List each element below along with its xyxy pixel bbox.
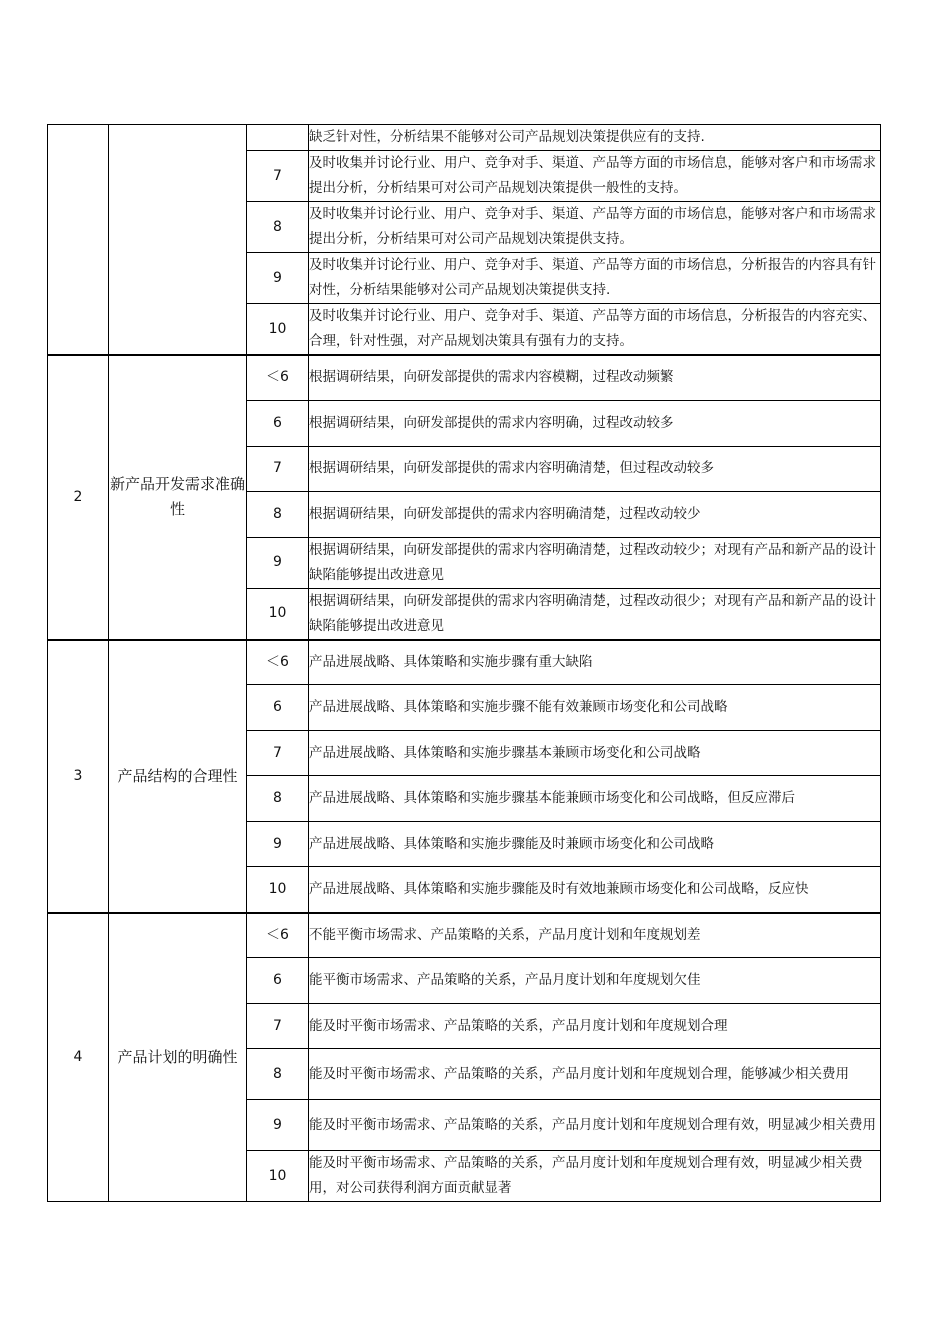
score-cell: 9	[247, 822, 309, 867]
criteria-description: 根据调研结果，向研发部提供的需求内容明确清楚，过程改动较少	[309, 491, 881, 537]
evaluation-criteria-table	[47, 124, 881, 1202]
criteria-description: 及时收集并讨论行业、用户、竞争对手、渠道、产品等方面的市场信息，分析报告的内容充实、合理，针对性强，对产品规划决策具有强有力的支持。	[309, 304, 881, 356]
score-cell: 9	[247, 537, 309, 588]
score-cell: ＜6	[247, 640, 309, 685]
score-cell: 8	[247, 491, 309, 537]
criteria-description: 根据调研结果，向研发部提供的需求内容明确清楚，过程改动很少；对现有产品和新产品的设计缺陷能够提出改进意见	[309, 588, 881, 640]
score-cell: 9	[247, 1100, 309, 1151]
score-cell: 8	[247, 1049, 309, 1100]
item-number: 3	[48, 640, 109, 913]
table-body	[48, 125, 881, 1202]
indicator-name	[109, 125, 247, 356]
table-row	[48, 913, 881, 958]
indicator-name: 产品结构的合理性	[109, 640, 247, 913]
criteria-description: 及时收集并讨论行业、用户、竞争对手、渠道、产品等方面的市场信息，能够对客户和市场需求提出分析，分析结果可对公司产品规划决策提供支持。	[309, 202, 881, 253]
criteria-description: 及时收集并讨论行业、用户、竞争对手、渠道、产品等方面的市场信息，分析报告的内容具有针对性，分析结果能够对公司产品规划决策提供支持.	[309, 253, 881, 304]
criteria-description: 及时收集并讨论行业、用户、竞争对手、渠道、产品等方面的市场信息，能够对客户和市场需求提出分析，分析结果可对公司产品规划决策提供一般性的支持。	[309, 151, 881, 202]
criteria-description: 根据调研结果，向研发部提供的需求内容模糊，过程改动频繁	[309, 355, 881, 400]
criteria-description: 产品进展战略、具体策略和实施步骤能及时兼顾市场变化和公司战略	[309, 822, 881, 867]
criteria-description: 缺乏针对性，分析结果不能够对公司产品规划决策提供应有的支持.	[309, 125, 881, 151]
criteria-description: 根据调研结果，向研发部提供的需求内容明确清楚，过程改动较少；对现有产品和新产品的设计缺陷能够提出改进意见	[309, 537, 881, 588]
score-cell: 7	[247, 151, 309, 202]
criteria-description: 能及时平衡市场需求、产品策略的关系，产品月度计划和年度规划合理有效，明显减少相关费用	[309, 1100, 881, 1151]
criteria-description: 能平衡市场需求、产品策略的关系，产品月度计划和年度规划欠佳	[309, 958, 881, 1004]
score-cell: ＜6	[247, 913, 309, 958]
score-cell: 7	[247, 446, 309, 491]
item-number	[48, 125, 109, 356]
score-cell: 8	[247, 202, 309, 253]
indicator-name: 产品计划的明确性	[109, 913, 247, 1202]
score-cell: 10	[247, 1151, 309, 1202]
item-number: 4	[48, 913, 109, 1202]
score-cell: 9	[247, 253, 309, 304]
score-cell: 6	[247, 400, 309, 446]
indicator-name: 新产品开发需求准确性	[109, 355, 247, 640]
criteria-description: 根据调研结果，向研发部提供的需求内容明确清楚，但过程改动较多	[309, 446, 881, 491]
criteria-description: 能及时平衡市场需求、产品策略的关系，产品月度计划和年度规划合理	[309, 1004, 881, 1049]
criteria-description: 产品进展战略、具体策略和实施步骤基本兼顾市场变化和公司战略	[309, 731, 881, 776]
score-cell: 10	[247, 304, 309, 356]
criteria-description: 产品进展战略、具体策略和实施步骤不能有效兼顾市场变化和公司战略	[309, 685, 881, 731]
score-cell: 10	[247, 588, 309, 640]
score-cell: 6	[247, 685, 309, 731]
score-cell: 7	[247, 1004, 309, 1049]
table-row	[48, 355, 881, 400]
table-row	[48, 640, 881, 685]
criteria-description: 根据调研结果，向研发部提供的需求内容明确，过程改动较多	[309, 400, 881, 446]
score-cell: 6	[247, 958, 309, 1004]
score-cell: 8	[247, 776, 309, 822]
item-number: 2	[48, 355, 109, 640]
criteria-description: 产品进展战略、具体策略和实施步骤基本能兼顾市场变化和公司战略，但反应滞后	[309, 776, 881, 822]
criteria-description: 不能平衡市场需求、产品策略的关系，产品月度计划和年度规划差	[309, 913, 881, 958]
score-cell: 10	[247, 867, 309, 913]
criteria-description: 能及时平衡市场需求、产品策略的关系，产品月度计划和年度规划合理有效，明显减少相关费用，对公司获得利润方面贡献显著	[309, 1151, 881, 1202]
score-cell: ＜6	[247, 355, 309, 400]
table-row	[48, 125, 881, 151]
criteria-description: 能及时平衡市场需求、产品策略的关系，产品月度计划和年度规划合理，能够减少相关费用	[309, 1049, 881, 1100]
criteria-description: 产品进展战略、具体策略和实施步骤有重大缺陷	[309, 640, 881, 685]
criteria-description: 产品进展战略、具体策略和实施步骤能及时有效地兼顾市场变化和公司战略，反应快	[309, 867, 881, 913]
score-cell: 7	[247, 731, 309, 776]
score-cell	[247, 125, 309, 151]
